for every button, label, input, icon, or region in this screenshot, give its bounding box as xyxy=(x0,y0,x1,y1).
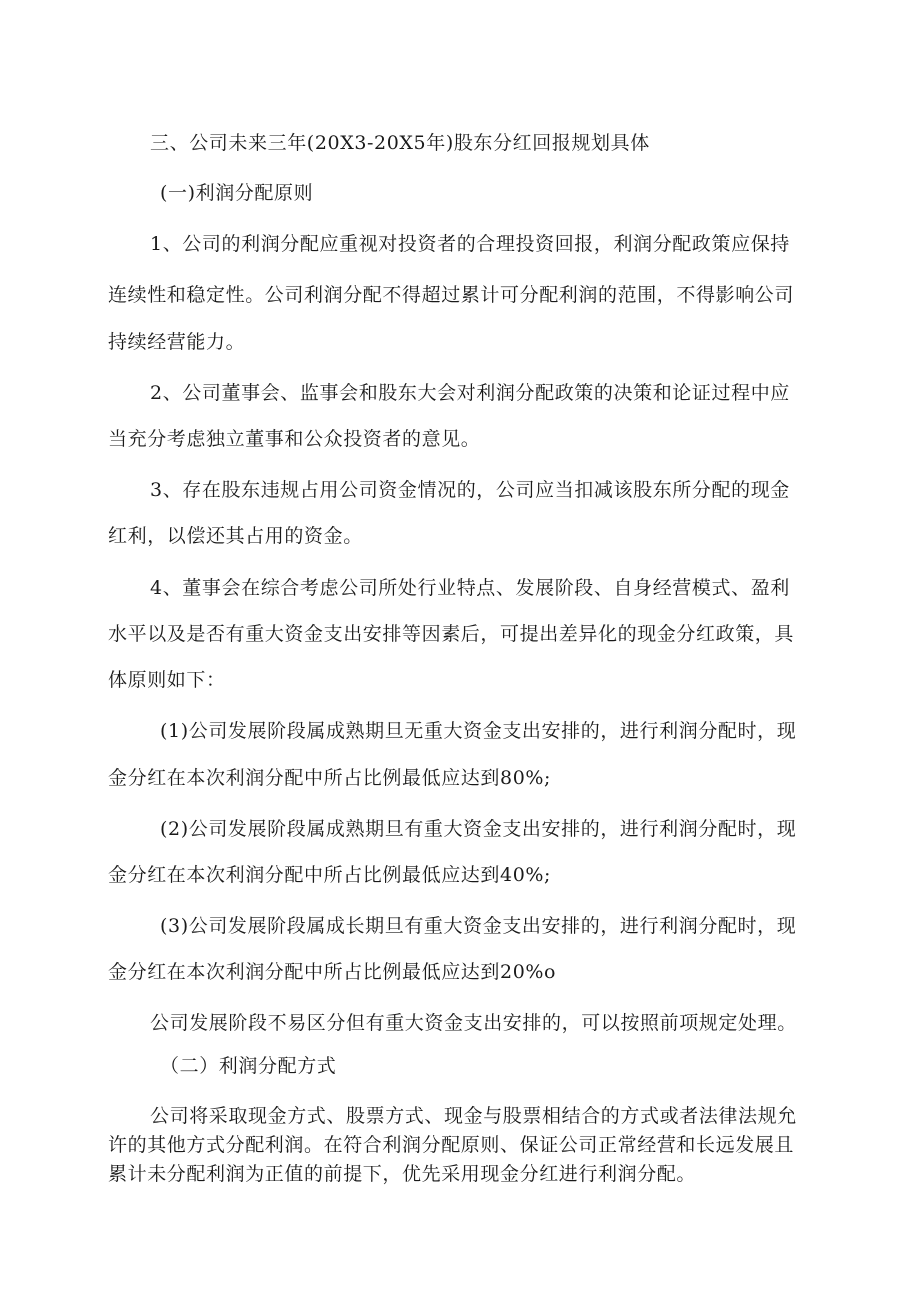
paragraph-3-line-1: 3、存在股东违规占用公司资金情况的，公司应当扣减该股东所分配的现金 xyxy=(150,479,790,501)
paragraph-2-line-2: 当充分考虑独立董事和公众投资者的意见。 xyxy=(108,428,481,450)
paragraph-3-line-2: 红利，以偿还其占用的资金。 xyxy=(108,525,363,547)
paragraph-1-line-3: 持续经营能力。 xyxy=(108,331,246,353)
paragraph-4-line-1: 4、董事会在综合考虑公司所处行业特点、发展阶段、自身经营模式、盈利 xyxy=(150,577,790,599)
sub-heading-principles: (一)利润分配原则 xyxy=(160,182,314,204)
sub-heading-methods: （二）利润分配方式 xyxy=(160,1055,337,1077)
paragraph-4-line-3: 体原则如下： xyxy=(108,669,226,691)
paragraph-1-line-1: 1、公司的利润分配应重视对投资者的合理投资回报，利润分配政策应保持 xyxy=(150,233,790,255)
item-2-line-1: (2)公司发展阶段属成熟期旦有重大资金支出安排的，进行利润分配时，现 xyxy=(160,818,797,840)
paragraph-6-line-2: 许的其他方式分配利润。在符合利润分配原则、保证公司正常经营和长远发展且 xyxy=(108,1134,795,1156)
paragraph-5-line-1: 公司发展阶段不易区分但有重大资金支出安排的，可以按照前项规定处理。 xyxy=(150,1012,797,1034)
paragraph-4-line-2: 水平以及是否有重大资金支出安排等因素后，可提出差异化的现金分红政策，具 xyxy=(108,623,795,645)
paragraph-6-line-1: 公司将采取现金方式、股票方式、现金与股票相结合的方式或者法律法规允 xyxy=(150,1105,797,1127)
paragraph-2-line-1: 2、公司董事会、监事会和股东大会对利润分配政策的决策和论证过程中应 xyxy=(150,382,790,404)
section-heading: 三、公司未来三年(20X3-20X5年)股东分红回报规划具体 xyxy=(150,132,650,154)
item-1-line-2: 金分红在本次利润分配中所占比例最低应达到80%; xyxy=(108,767,552,789)
item-3-line-1: (3)公司发展阶段属成长期旦有重大资金支出安排的，进行利润分配时，现 xyxy=(160,915,797,937)
item-2-line-2: 金分红在本次利润分配中所占比例最低应达到40%; xyxy=(108,864,552,886)
item-3-line-2: 金分红在本次利润分配中所占比例最低应达到20%o xyxy=(108,961,557,983)
item-1-line-1: (1)公司发展阶段属成熟期旦无重大资金支出安排的，进行利润分配时，现 xyxy=(160,720,797,742)
paragraph-6-line-3: 累计未分配利润为正值的前提下，优先采用现金分红进行利润分配。 xyxy=(108,1163,697,1185)
paragraph-1-line-2: 连续性和稳定性。公司利润分配不得超过累计可分配利润的范围，不得影响公司 xyxy=(108,284,795,306)
